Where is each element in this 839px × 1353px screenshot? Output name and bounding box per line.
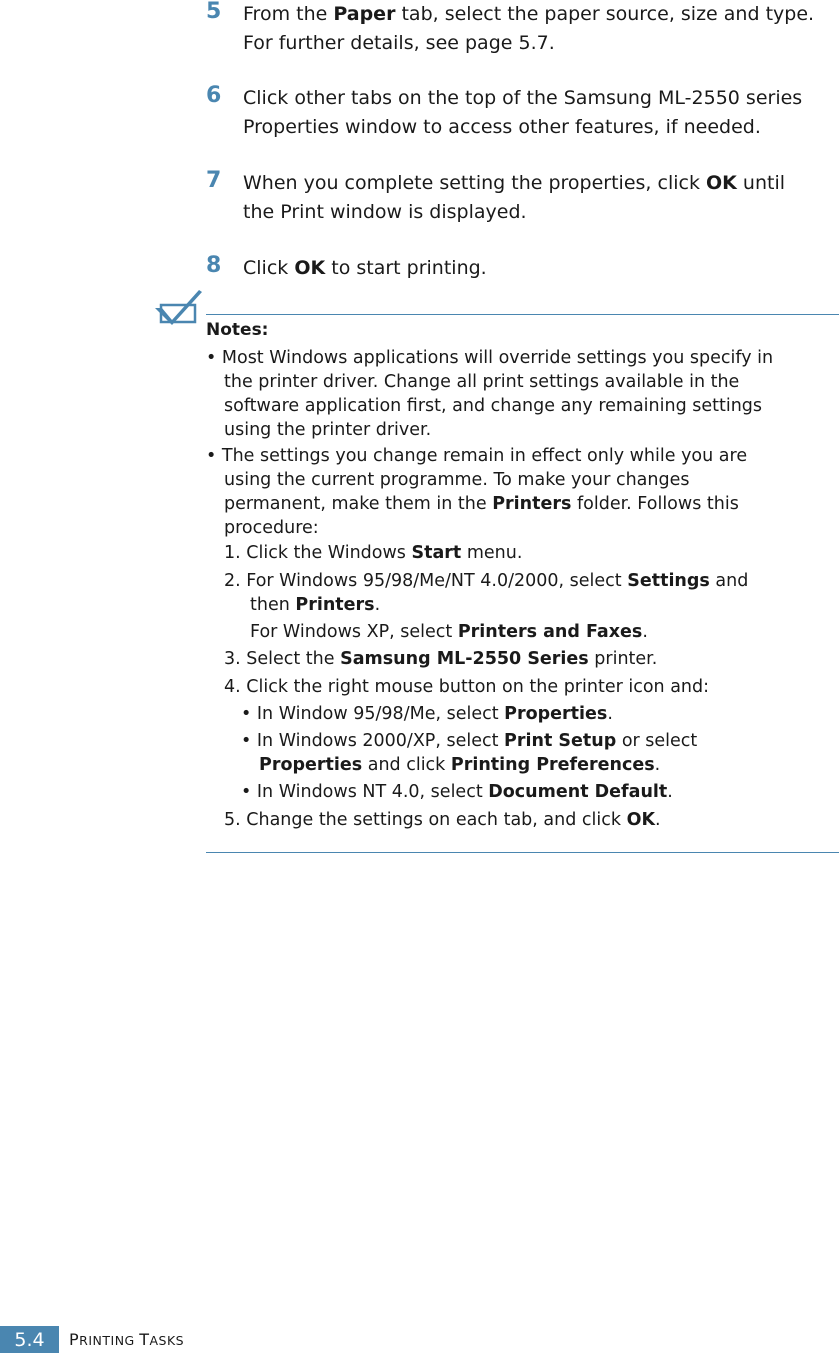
note-bullet-1-line: software application first, and change any remaining settings <box>224 396 763 416</box>
note-checkmark-icon <box>152 284 206 326</box>
chapter-title: PRINTING TASKS <box>69 1330 185 1349</box>
step-number: 5 <box>206 0 222 24</box>
procedure-sub-1: • In Window 95/98/Me, select Properties. <box>241 704 613 724</box>
step-6 <box>206 84 836 142</box>
step-8 <box>206 254 836 283</box>
note-bullet-1-line: the printer driver. Change all print settings available in the <box>224 372 740 392</box>
step-text: Click other tabs on the top of the Samsung ML-2550 series Properties window to access other features, if needed. <box>243 87 803 138</box>
procedure-step-3: 3. Select the Samsung ML-2550 Series printer. <box>224 649 658 669</box>
note-bullet-2-line: permanent, make them in the Printers folder. Follows this <box>224 494 739 514</box>
step-number: 6 <box>206 83 222 108</box>
procedure-sub-2: • In Windows 2000/XP, select Print Setup or select <box>241 731 698 751</box>
note-bullet-1-line: using the printer driver. <box>224 420 432 440</box>
note-bullet-2-line: • The settings you change remain in effect only while you are <box>206 446 748 466</box>
note-bullet-2-line: using the current programme. To make your changes <box>224 470 690 490</box>
step-7 <box>206 169 836 227</box>
step-number: 8 <box>206 253 222 278</box>
procedure-step-2-cont: then Printers. <box>250 595 381 615</box>
notes-bottom-rule <box>206 852 839 853</box>
step-text: From the Paper tab, select the paper source, size and type. For further details, see page 5.7. <box>243 3 815 54</box>
procedure-step-4: 4. Click the right mouse button on the printer icon and: <box>224 677 710 697</box>
procedure-sub-3: • In Windows NT 4.0, select Document Default. <box>241 782 673 802</box>
procedure-step-1: 1. Click the Windows Start menu. <box>224 543 523 563</box>
step-number: 7 <box>206 168 222 193</box>
procedure-step-2: 2. For Windows 95/98/Me/NT 4.0/2000, select Settings and <box>224 571 749 591</box>
note-bullet-1-line: • Most Windows applications will override settings you specify in <box>206 348 774 368</box>
procedure-sub-2-cont: Properties and click Printing Preferences. <box>259 755 661 775</box>
note-bullet-2-line: procedure: <box>224 518 319 538</box>
step-text: Click OK to start printing. <box>243 257 487 279</box>
notes-title: Notes: <box>206 320 269 340</box>
notes-top-rule <box>206 314 839 315</box>
procedure-step-2-xp: For Windows XP, select Printers and Faxes. <box>250 622 648 642</box>
page-number-badge: 5.4 <box>0 1326 59 1353</box>
procedure-step-5: 5. Change the settings on each tab, and click OK. <box>224 810 661 830</box>
step-5 <box>206 0 836 58</box>
step-text: When you complete setting the properties, click OK until the Print window is displayed. <box>243 172 786 223</box>
